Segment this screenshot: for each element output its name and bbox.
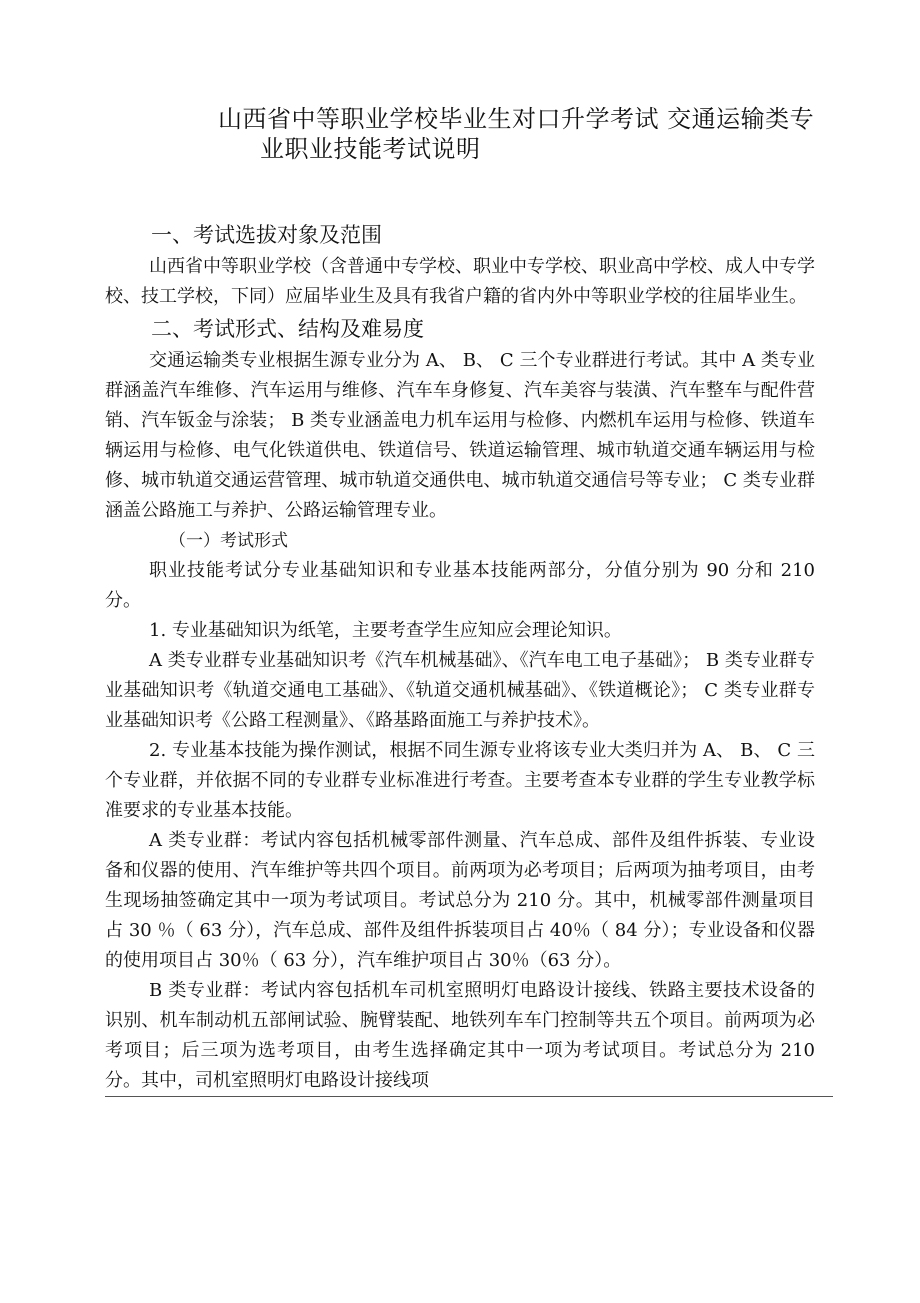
section-1-heading: 一、考试选拔对象及范围 [151, 223, 382, 247]
section-2-paragraph: 交通运输类专业根据生源专业分为 A、 B、 C 三个专业群进行考试。其中 A 类专业群涵盖汽车维修、汽车运用与维修、汽车车身修复、汽车美容与装潢、汽车整车与配件营销、汽车钣金与涂装； B 类专业涵盖电力机车运用与检修、内燃机车运用与检修、铁道车辆运用与检修、电气化铁道供电、铁道信号、铁道运输管理、城市轨道交通车辆运用与检修、城市轨道交通运营管理、城市轨道交通供电、城市轨道交通信号等专业； C 类专业群涵盖公路施工与养护、公路运输管理专业。 [105, 350, 815, 521]
group-a-paragraph: A 类专业群：考试内容包括机械零部件测量、汽车总成、部件及组件拆装、专业设备和仪器的使用、汽车维护等共四个项目。前两项为必考项目；后两项为抽考项目，由考生现场抽签确定其中一项为考试项目。考试总分为 210 分。其中，机械零部件测量项目占 30 ％（ 63 分），汽车总成、部件及组件拆装项目占 40％（ 84 分）；专业设备和仪器的使用项目占 30％（ 63 分），汽车维护项目占 30％（63 分）。 [105, 830, 815, 971]
divider-line [105, 1096, 833, 1097]
item-1-paragraph: 1. 专业基础知识为纸笔，主要考查学生应知应会理论知识。 [149, 620, 622, 641]
section-2-heading: 二、考试形式、结构及难易度 [151, 317, 424, 341]
title-line-1: 山西省中等职业学校毕业生对口升学考试 交通运输类专 [218, 105, 815, 133]
page-title [218, 104, 838, 164]
title-line-2: 业职业技能考试说明 [260, 135, 481, 163]
subsection-1-heading: （一）考试形式 [169, 531, 288, 551]
item-1-detail-paragraph: A 类专业群专业基础知识考《汽车机械基础》、《汽车电工电子基础》； B 类专业群专业基础知识考《轨道交通电工基础》、《轨道交通机械基础》、《铁道概论》； C 类专业群专业基础知识考《公路工程测量》、《路基路面施工与养护技术》。 [105, 650, 815, 731]
item-2-paragraph: 2. 专业基本技能为操作测试，根据不同生源专业将该专业大类归并为 A、 B、 C 三个专业群，并依据不同的专业群专业标准进行考查。主要考查本专业群的学生专业教学标准要求的专业基本技能。 [105, 740, 815, 821]
group-b-paragraph: B 类专业群：考试内容包括机车司机室照明灯电路设计接线、铁路主要技术设备的识别、机车制动机五部闸试验、腕臂装配、地铁列车车门控制等共五个项目。前两项为必考项目；后三项为选考项目，由考生选择确定其中一项为考试项目。考试总分为 210 分。其中，司机室照明灯电路设计接线项 [105, 980, 815, 1091]
document-body [105, 218, 815, 1096]
section-1-paragraph: 山西省中等职业学校（含普通中专学校、职业中专学校、职业高中学校、成人中专学校、技工学校，下同）应届毕业生及具有我省户籍的省内外中等职业学校的往届毕业生。 [105, 256, 815, 307]
score-paragraph: 职业技能考试分专业基础知识和专业基本技能两部分，分值分别为 90 分和 210 分。 [105, 560, 815, 611]
